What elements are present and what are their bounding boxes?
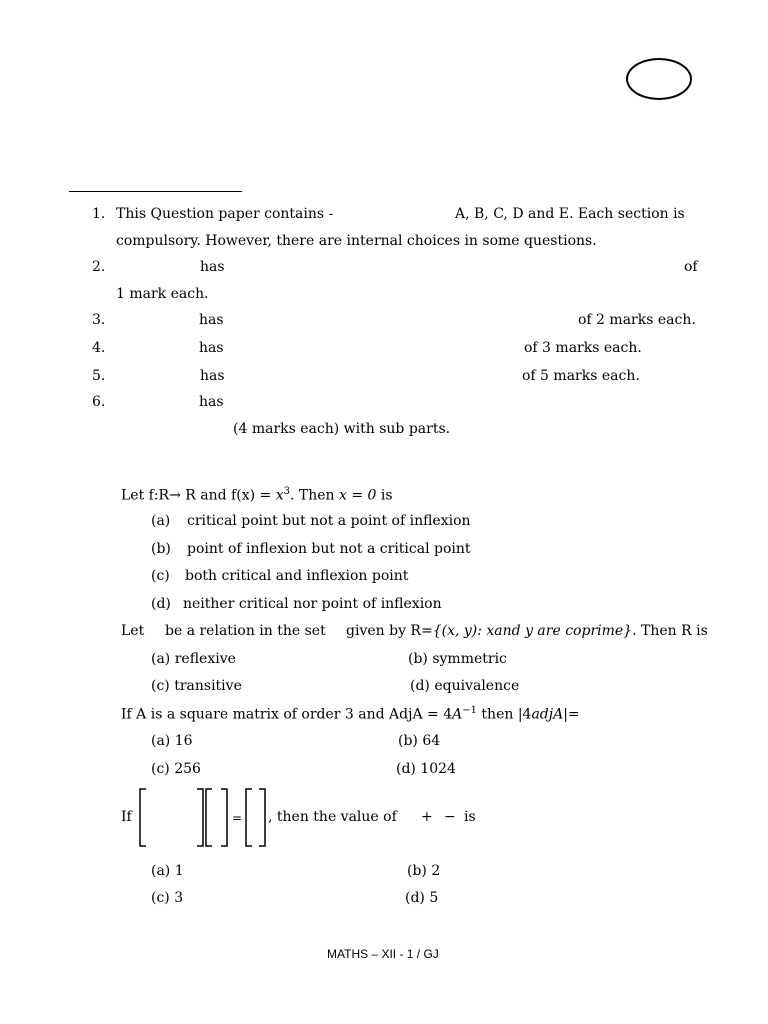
instruction-2-tail: of (684, 259, 698, 275)
instruction-1-continuation: compulsory. However, there are internal choices in some questions. (116, 233, 597, 249)
question-3-abs-close: |= (563, 706, 580, 723)
math-set-definition: {(x, y): xand y are coprime} (432, 623, 633, 639)
question-1-option-c[interactable]: both critical and inflexion point (185, 568, 409, 584)
question-2-option-b[interactable]: (b) symmetric (408, 651, 507, 667)
plus-sign: + (421, 809, 433, 825)
instruction-5-tail: of 5 marks each. (522, 368, 640, 384)
question-4-if: If (121, 809, 132, 825)
instruction-6-number: 6. (92, 394, 106, 410)
exponent: −1 (462, 705, 477, 716)
question-3-option-a[interactable]: (a) 16 (151, 733, 193, 749)
question-1-option-a[interactable]: critical point but not a point of inflexion (187, 513, 471, 529)
question-1-option-d-label: (d) (151, 596, 171, 612)
instruction-2-has: has (200, 259, 225, 275)
math-adjA: adjA (531, 706, 564, 723)
instruction-4-number: 4. (92, 340, 106, 356)
question-4-is: is (464, 809, 476, 825)
instruction-5-has: has (200, 368, 225, 384)
question-3-option-c[interactable]: (c) 256 (151, 761, 201, 777)
instruction-1-tail: A, B, C, D and E. Each section is (455, 206, 685, 222)
question-1-option-d[interactable]: neither critical nor point of inflexion (183, 596, 442, 612)
question-2-stem-let: Let (121, 623, 145, 639)
question-3-then: then |4 (476, 706, 532, 723)
question-2-option-c[interactable]: (c) transitive (151, 678, 242, 694)
question-1-option-b[interactable]: point of inflexion but not a critical point (187, 541, 471, 557)
instruction-3-has: has (199, 312, 224, 328)
math-matrix-A: A (452, 706, 463, 723)
question-1-option-b-label: (b) (151, 541, 171, 557)
instruction-3-tail: of 2 marks each. (578, 312, 696, 328)
instruction-2-continuation: 1 mark each. (116, 286, 209, 302)
question-2-then: . Then R is (632, 623, 708, 639)
exponent: 3 (283, 486, 290, 497)
question-4-option-b[interactable]: (b) 2 (407, 863, 441, 879)
question-4-then: , then the value of (268, 809, 397, 825)
question-2-stem-relation: be a relation in the set (165, 623, 326, 639)
question-4-option-a[interactable]: (a) 1 (151, 863, 184, 879)
question-1-option-c-label: (c) (151, 568, 170, 584)
question-2-option-a[interactable]: (a) reflexive (151, 651, 236, 667)
math-variable-x: x (275, 487, 284, 504)
instruction-2-number: 2. (92, 259, 106, 275)
question-1-stem-text: Let f:R→ R and f(x) = (121, 487, 276, 504)
question-4-option-c[interactable]: (c) 3 (151, 890, 184, 906)
question-2-option-d[interactable]: (d) equivalence (410, 678, 520, 694)
instruction-1-text: This Question paper contains - (116, 206, 334, 222)
question-3-option-d[interactable]: (d) 1024 (396, 761, 456, 777)
minus-sign: − (444, 809, 456, 825)
question-1-stem-then: . Then (289, 487, 339, 504)
equals-sign: = (232, 811, 243, 825)
instruction-3-number: 3. (92, 312, 106, 328)
instruction-5-number: 5. (92, 368, 106, 384)
question-3-option-b[interactable]: (b) 64 (398, 733, 441, 749)
question-2-given-by: given by R= (346, 623, 433, 639)
question-1-stem-is: is (376, 487, 393, 504)
instruction-6-continuation: (4 marks each) with sub parts. (233, 421, 451, 437)
question-3-stem-text: If A is a square matrix of order 3 and AdjA = 4 (121, 706, 453, 723)
instruction-6-has: has (199, 394, 224, 410)
question-4-option-d[interactable]: (d) 5 (405, 890, 439, 906)
question-1-option-a-label: (a) (151, 513, 171, 529)
page-footer: MATHS – XII - 1 / GJ (327, 947, 439, 961)
instruction-4-has: has (199, 340, 224, 356)
math-condition: x = 0 (338, 487, 377, 504)
instruction-1-number: 1. (92, 206, 106, 222)
instruction-4-tail: of 3 marks each. (524, 340, 642, 356)
